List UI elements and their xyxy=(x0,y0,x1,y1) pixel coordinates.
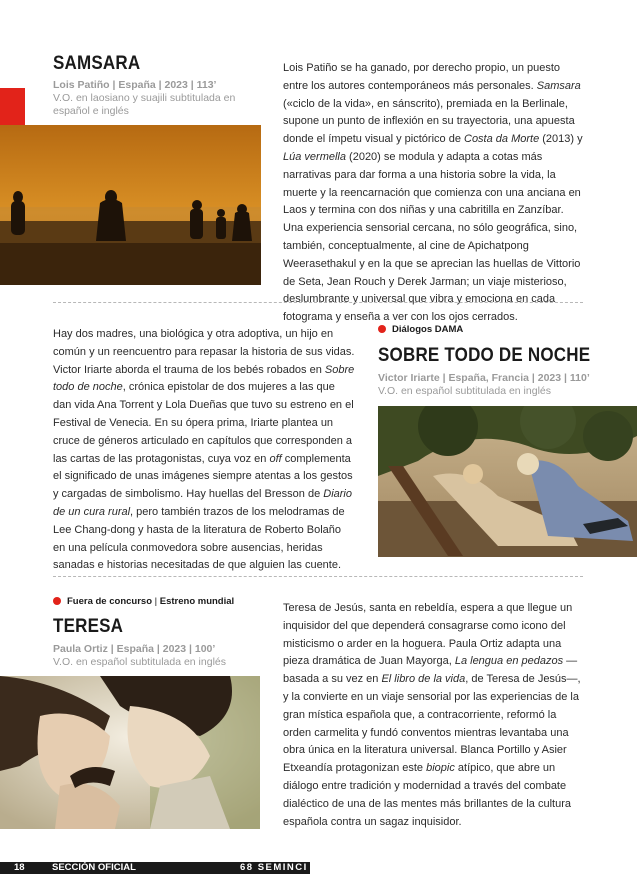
section-divider-2 xyxy=(53,576,583,577)
film-vo-sobre-todo: V.O. en español subtitulada en inglés xyxy=(378,385,551,397)
film-title-samsara: SAMSARA xyxy=(53,52,141,74)
teresa-text-1: Teresa de Jesús, santa en rebeldía, espera a que llegue un inquisidor del que dependerá consagrarse como icono del misticismo o arder en la hoguera. Paula Ortiz adapta una pieza dramática de Juan Mayorga, xyxy=(283,602,573,668)
page-footer-bar xyxy=(0,862,310,874)
sobre-text-1: Hay dos madres, una biológica y otra adoptiva, un hijo en común y un reencuentro para repasar la historia de sus vidas. Victor Iriarte aborda el trauma de los bebés robados en xyxy=(53,328,355,376)
samsara-text-7: (2020) se modula y adapta a cotas más narrativas para dar forma a una historia sobre la vida, la muerte y la reencarnación que comienza con una anciana en Laos y termina con dos niñas y una cabritilla en Zanzíbar. Una experiencia sensorial cercana, no sólo geográfica, sino, también, conceptualmente, al cine de Apichatpong Weerasethakul y en la que se aprecian las huellas de Vittorio de Seta, Jean Rouch y Derek Jarman; un viaje misterioso, deslumbrante y universal que vibra y emociona en cada fotograma y enseña a ver con los ojos cerrados. xyxy=(283,150,581,324)
samsara-still-illustration xyxy=(0,125,261,285)
section-color-tab xyxy=(0,88,25,126)
film-title-teresa: TERESA xyxy=(53,615,124,637)
sobre-todo-description xyxy=(53,326,356,575)
teresa-text-3: —basada a su vez en xyxy=(283,655,578,686)
film-title-sobre-todo: SOBRE TODO DE NOCHE xyxy=(378,344,591,366)
samsara-text-6: Lúa vermella xyxy=(283,150,346,163)
sobre-todo-still-photo xyxy=(378,406,637,557)
footer-section-label: SECCIÓN OFICIAL xyxy=(52,862,136,873)
samsara-text-3: («ciclo de la vida», en sánscrito), premiada en la Berlinale, supone un punto de inflexión en su trayectoria, una apuesta donde el ímpetu visual y pictórico de xyxy=(283,97,575,146)
sobre-text-3: , crónica epistolar de dos mujeres a las que dan vida Ana Torrent y Lola Dueñas que tuvo su estreno en el Festival de Venecia. En su ópera prima, Iriarte plantea un cruce de géneros articulado en capítulos que corresponden a las cartas de las protagonistas, cuya voz en xyxy=(53,381,354,465)
film-credits-sobre-todo: Victor Iriarte | España, Francia | 2023 | 110’ xyxy=(378,372,590,384)
teresa-text-5: , de Teresa de Jesús—, y la convierte en un viaje sensorial por las experiencias de la gran mística española que, a contracorriente, reformó la orden carmelita y fundó conventos mientras levantaba una obra única en la literatura universal. Blanca Portillo y Asier Etxeandía protagonizan este xyxy=(283,673,581,775)
tag-separator: | xyxy=(152,596,160,607)
teresa-still-illustration xyxy=(0,676,260,829)
film-credits-teresa: Paula Ortiz | España | 2023 | 100’ xyxy=(53,643,216,655)
sobre-todo-still-illustration xyxy=(378,406,637,557)
category-tag-dialogos xyxy=(378,324,463,335)
red-dot-icon xyxy=(53,597,61,605)
teresa-still-photo xyxy=(0,676,260,829)
section-divider-1 xyxy=(53,302,583,303)
sobre-text-4: off xyxy=(269,452,282,465)
samsara-text-2: Samsara xyxy=(536,79,581,92)
page-number: 18 xyxy=(14,862,25,873)
teresa-description xyxy=(283,600,583,831)
teresa-text-4: El libro de la vida xyxy=(381,673,466,686)
samsara-description xyxy=(283,60,583,327)
footer-festival-label: 68 SEMINCI xyxy=(240,862,308,873)
sobre-text-2: Sobre todo de noche xyxy=(53,363,355,394)
film-credits-samsara: Lois Patiño | España | 2023 | 113’ xyxy=(53,79,217,91)
samsara-text-1: Lois Patiño se ha ganado, por derecho propio, un puesto entre los autores contemporáneos más personales. xyxy=(283,62,561,92)
samsara-text-5: (2013) y xyxy=(539,133,583,146)
tag-estreno-mundial: Estreno mundial xyxy=(159,596,235,607)
teresa-text-7: atípico, que abre un diálogo entre tradición y modernidad a través del combate dialéctico de una de las mentes más brillantes de la cultura española contra un sagaz inquisidor. xyxy=(283,762,571,828)
teresa-text-6: biopic xyxy=(426,762,455,775)
tag-fuera-de-concurso: Fuera de concurso xyxy=(67,596,152,607)
samsara-text-4: Costa da Morte xyxy=(464,133,540,146)
teresa-text-2: La lengua en pedazos xyxy=(454,655,564,668)
film-vo-teresa: V.O. en español subtitulada en inglés xyxy=(53,656,226,668)
sobre-text-5: complementa el significado de unas imágenes siempre atentas a los gestos y cargadas de simbolismo. Hay huellas del Bresson de xyxy=(53,452,353,501)
sobre-text-6: Diario de un cura rural xyxy=(53,488,352,518)
red-dot-icon xyxy=(378,325,386,333)
film-vo-line1-samsara: V.O. en laosiano y suajili subtitulada en xyxy=(53,92,236,104)
film-vo-line2-samsara: español e inglés xyxy=(53,105,129,117)
samsara-still-photo xyxy=(0,125,261,285)
category-tag-label: Diálogos DAMA xyxy=(392,324,464,335)
sobre-text-7: , pero también trazos de los melodramas de Lee Chang-dong y hasta de la literatura de Roberto Bolaño en una película conmovedora sobre ausencias, heridas sanadas e historias necesitadas de que alguien las cuente. xyxy=(53,505,345,572)
category-tag-fuera xyxy=(53,596,234,607)
